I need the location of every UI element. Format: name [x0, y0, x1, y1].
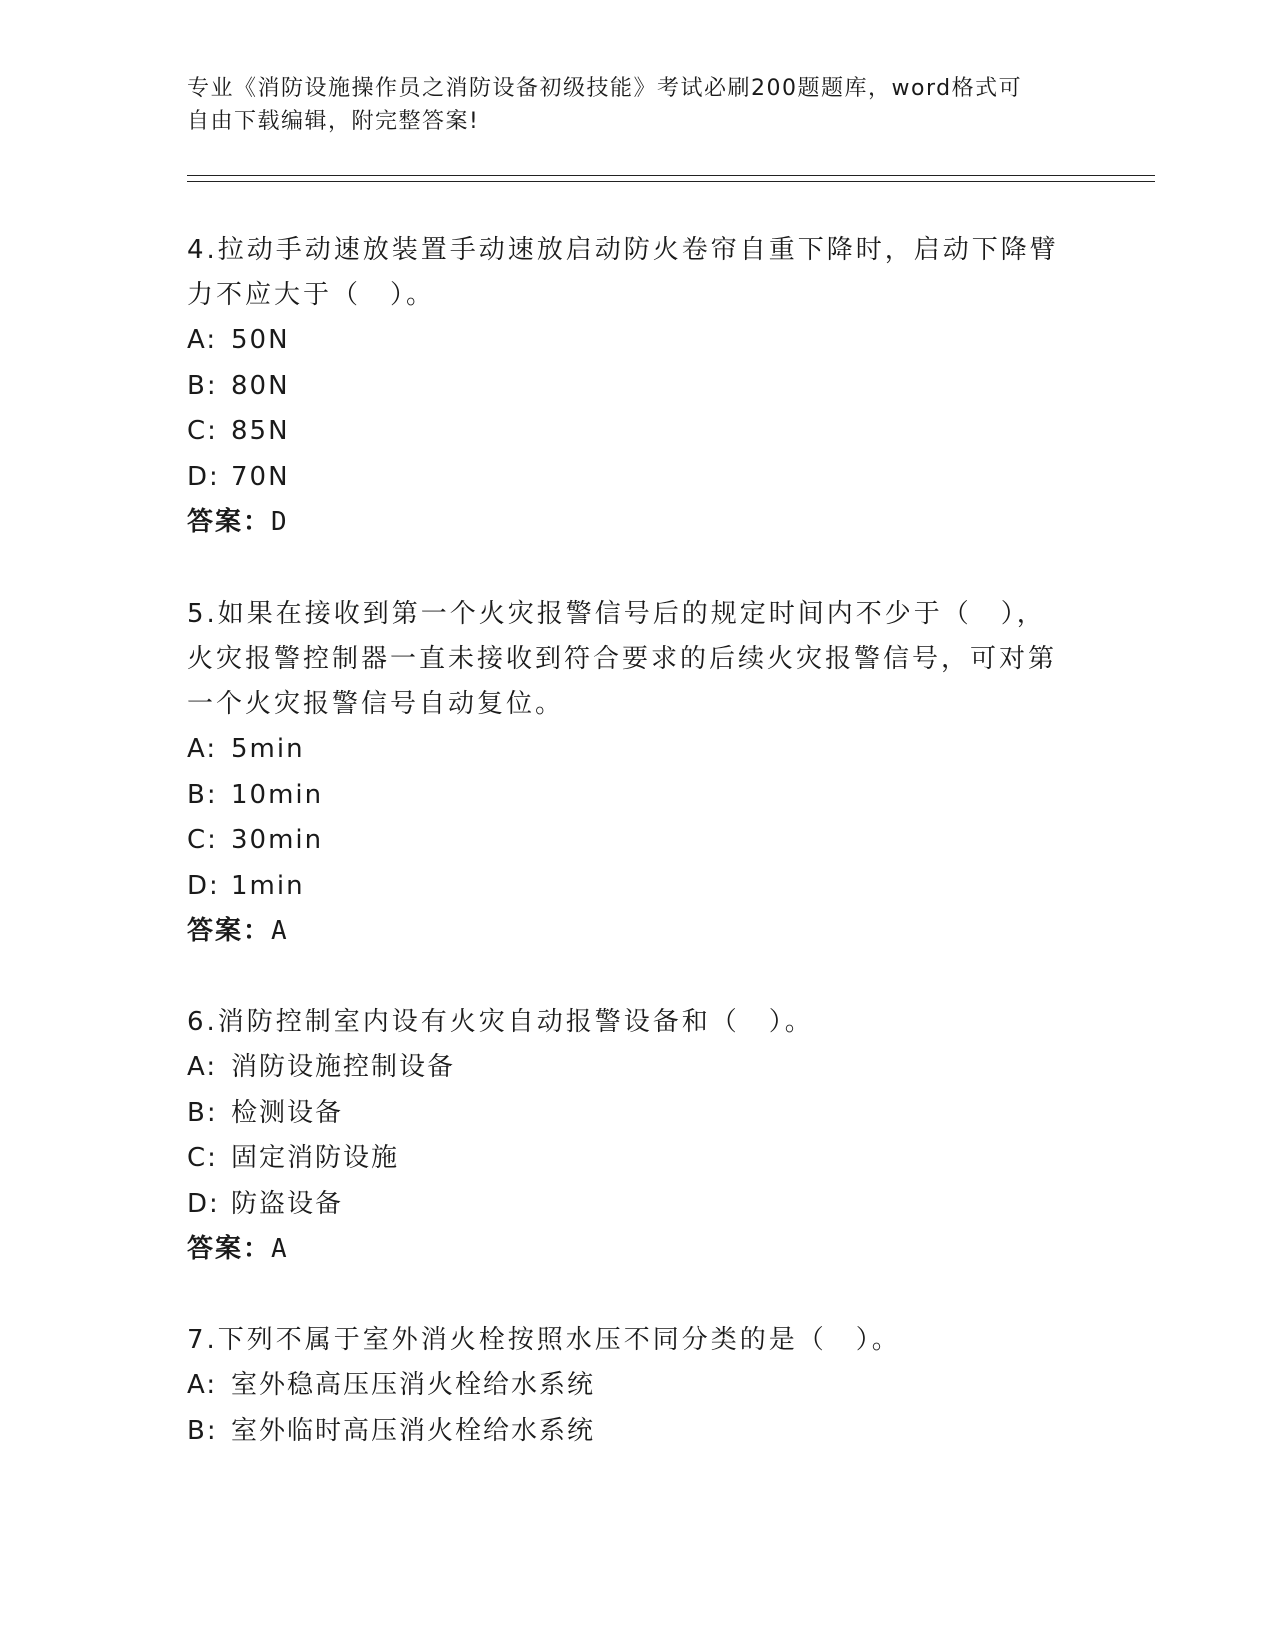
option-b — [187, 773, 1067, 819]
option-letter: A: — [187, 325, 218, 355]
answer — [187, 500, 1067, 545]
option-letter: D: — [187, 461, 220, 492]
document-header — [187, 72, 1067, 138]
option-d — [187, 864, 1067, 910]
question-6 — [187, 1000, 1067, 1272]
header-line-1: 专业《消防设施操作员之消防设备初级技能》考试必刷200题题库，word格式可 — [187, 76, 1023, 101]
header-line-2: 自由下载编辑，附完整答案! — [187, 109, 480, 134]
option-text: 室外临时高压消火栓给水系统 — [231, 1415, 596, 1446]
option-text: 检测设备 — [231, 1097, 344, 1128]
option-letter: A: — [187, 734, 218, 764]
answer — [187, 1227, 1067, 1272]
option-text: 80N — [231, 370, 290, 401]
question-text-line: 一个火灾报警信号自动复位。 — [187, 689, 565, 719]
option-letter: B: — [187, 1097, 218, 1128]
answer-value: D — [271, 507, 289, 537]
header-divider-bottom — [187, 181, 1155, 182]
option-a — [187, 318, 1067, 364]
option-letter: A: — [187, 1370, 218, 1400]
question-text-line: 6.消防控制室内设有火灾自动报警设备和（ ）。 — [187, 1007, 814, 1037]
answer-value: A — [271, 916, 289, 946]
question-5 — [187, 592, 1067, 954]
option-text: 固定消防设施 — [231, 1143, 400, 1173]
option-a — [187, 727, 1067, 773]
option-b — [187, 364, 1067, 410]
option-b — [187, 1409, 1067, 1455]
answer — [187, 909, 1067, 954]
question-text-line: 火灾报警控制器一直未接收到符合要求的后续火灾报警信号，可对第 — [187, 644, 1058, 674]
option-c — [187, 818, 1067, 864]
option-a — [187, 1045, 1067, 1091]
option-a — [187, 1363, 1067, 1409]
question-text-line: 4.拉动手动速放装置手动速放启动防火卷帘自重下降时，启动下降臂 — [187, 235, 1059, 265]
option-d — [187, 1182, 1067, 1228]
option-letter: A: — [187, 1052, 218, 1082]
option-letter: C: — [187, 416, 218, 446]
option-c — [187, 409, 1067, 455]
option-text: 10min — [231, 779, 324, 810]
option-letter: B: — [187, 779, 218, 810]
option-text: 85N — [231, 416, 290, 446]
option-letter: C: — [187, 825, 218, 855]
option-text: 消防设施控制设备 — [231, 1052, 456, 1082]
answer-label: 答案： — [187, 507, 272, 537]
option-letter: B: — [187, 1415, 218, 1446]
option-letter: B: — [187, 370, 218, 401]
question-7 — [187, 1318, 1067, 1454]
question-text-line: 5.如果在接收到第一个火灾报警信号后的规定时间内不少于（ ）， — [187, 599, 1046, 629]
answer-label: 答案： — [187, 916, 272, 946]
option-text: 30min — [231, 825, 324, 855]
option-text: 5min — [231, 734, 305, 764]
answer-value: A — [271, 1234, 289, 1264]
option-text: 50N — [231, 325, 290, 355]
answer-label: 答案： — [187, 1234, 272, 1264]
option-letter: C: — [187, 1143, 218, 1173]
option-text: 室外稳高压压消火栓给水系统 — [231, 1370, 596, 1400]
question-text-line: 7.下列不属于室外消火栓按照水压不同分类的是（ ）。 — [187, 1325, 901, 1355]
option-b — [187, 1091, 1067, 1137]
option-text: 70N — [231, 461, 290, 492]
option-d — [187, 455, 1067, 501]
option-text: 1min — [231, 870, 305, 901]
option-letter: D: — [187, 1188, 220, 1219]
question-4 — [187, 228, 1067, 545]
option-c — [187, 1136, 1067, 1182]
option-text: 防盗设备 — [231, 1188, 344, 1219]
header-divider-top — [187, 175, 1155, 176]
option-letter: D: — [187, 870, 220, 901]
question-text-line: 力不应大于（ ）。 — [187, 280, 436, 310]
